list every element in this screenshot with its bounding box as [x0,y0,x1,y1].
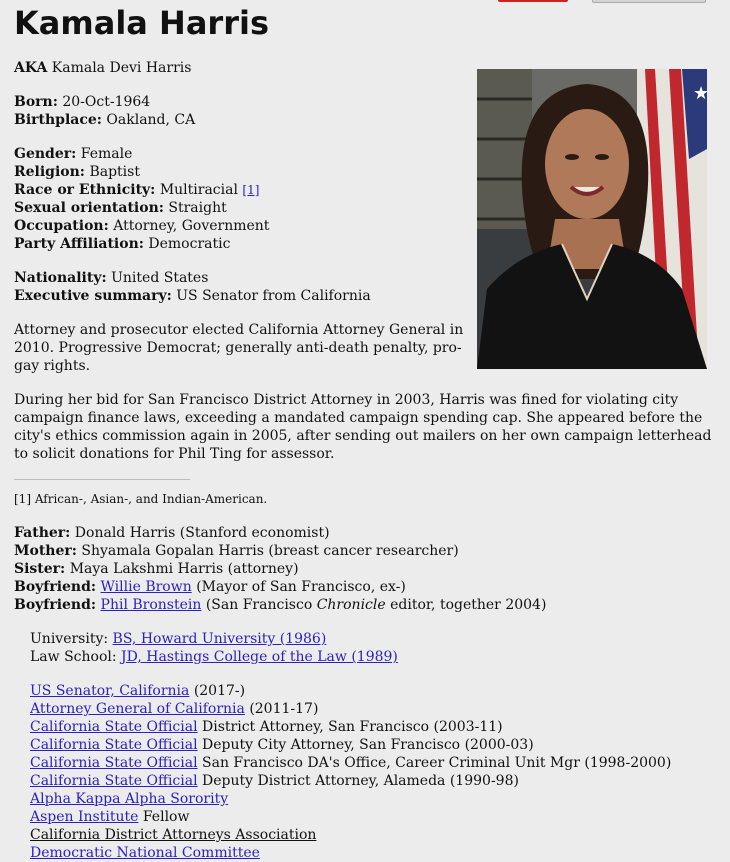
boyfriend-detail-pre: (San Francisco [205,597,317,613]
occupation-value: Attorney, Government [113,218,270,234]
position-link[interactable]: California State Official [30,773,198,789]
position-text: Deputy City Attorney, San Francisco (2000-03) [202,737,534,753]
org-link[interactable]: Democratic National Committee [30,845,260,861]
position-text: District Attorney, San Francisco (2003-11) [202,719,503,735]
position-text: (2017-) [193,683,246,699]
bio-paragraph-1: Attorney and prosecutor elected California Attorney General in 2010. Progressive Democrat; generally anti-death penalty, pro-gay rights. [14,322,464,374]
org-link[interactable]: California District Attorneys Association [30,827,317,843]
position-link[interactable]: Aspen Institute [30,809,139,825]
aka-block [14,59,714,77]
position-link[interactable]: Attorney General of California [30,701,245,717]
list-item [30,754,714,772]
boyfriend-label: Boyfriend: [14,597,97,613]
top-gray-button[interactable] [592,0,706,3]
list-item [30,718,714,736]
orientation-label: Sexual orientation: [14,200,164,216]
nationality-value: United States [111,270,209,286]
sister-detail: (attorney) [227,561,299,577]
profile-content [14,59,714,862]
exec-summary-value: US Senator from California [176,288,371,304]
religion-label: Religion: [14,164,85,180]
boyfriend-detail-em: Chronicle [316,597,386,613]
profile-block [14,145,714,253]
birthplace-label: Birthplace: [14,112,102,128]
list-item [30,700,714,718]
list-item [30,736,714,754]
exec-summary-label: Executive summary: [14,288,172,304]
mother-detail: (breast cancer researcher) [268,543,459,559]
mother-label: Mother: [14,543,77,559]
father-name: Donald Harris [74,525,176,541]
list-item [30,808,714,826]
mother-name: Shyamala Gopalan Harris [81,543,264,559]
birth-block [14,93,714,129]
list-item [30,826,714,844]
phil-bronstein-link[interactable]: Phil Bronstein [100,597,202,613]
position-link[interactable]: California State Official [30,719,198,735]
position-link[interactable]: Alpha Kappa Alpha Sorority [30,791,229,807]
sister-label: Sister: [14,561,66,577]
footnote-link[interactable]: [1] [242,183,260,197]
education-block [14,630,714,666]
position-link[interactable]: California State Official [30,737,198,753]
page-title: Kamala Harris [14,4,269,42]
party-value: Democratic [148,236,231,252]
list-item [30,682,714,700]
bio-paragraph-2: During her bid for San Francisco District Attorney in 2003, Harris was fined for violating city campaign finance laws, exceeding a mandated campaign spending cap. She appeared before the city's ethics commission again in 2005, after sending out mailers on her own campaign letterhead to solicit donations for Phil Ting for assessor. [14,392,712,462]
occupation-label: Occupation: [14,218,109,234]
position-link[interactable]: US Senator, California [30,683,190,699]
law-school-label: Law School: [30,649,117,665]
aka-value: Kamala Devi Harris [51,60,192,76]
position-text: San Francisco DA's Office, Career Criminal Unit Mgr (1998-2000) [202,755,672,771]
footnote-divider [14,479,190,480]
family-block [14,524,714,614]
party-label: Party Affiliation: [14,236,144,252]
born-value: 20-Oct-1964 [62,94,151,110]
positions-block [14,682,714,862]
list-item [30,844,714,862]
boyfriend-detail-post: editor, together 2004) [385,597,547,613]
gender-label: Gender: [14,146,77,162]
svg-text:★: ★ [693,83,710,104]
religion-value: Baptist [89,164,140,180]
orientation-value: Straight [168,200,227,216]
ethnicity-label: Race or Ethnicity: [14,182,156,198]
position-link[interactable]: California State Official [30,755,198,771]
boyfriend-detail: (Mayor of San Francisco, ex-) [196,579,406,595]
list-item [30,772,714,790]
boyfriend-label: Boyfriend: [14,579,97,595]
aka-label: AKA [14,60,48,76]
sister-name: Maya Lakshmi Harris [69,561,224,577]
top-red-button[interactable] [498,0,568,2]
position-text: (2011-17) [249,701,319,717]
summary-block [14,269,714,305]
birthplace-value: Oakland, CA [106,112,196,128]
law-school-link[interactable]: JD, Hastings College of the Law (1989) [121,649,398,665]
born-label: Born: [14,94,58,110]
father-detail: (Stanford economist) [179,525,330,541]
position-text: Deputy District Attorney, Alameda (1990-98) [202,773,519,789]
list-item [30,790,714,808]
footnote-text: [1] African-, Asian-, and Indian-American. [14,492,268,506]
father-label: Father: [14,525,71,541]
position-text: Fellow [142,809,190,825]
nationality-label: Nationality: [14,270,107,286]
ethnicity-value: Multiracial [159,182,238,198]
willie-brown-link[interactable]: Willie Brown [100,579,192,595]
university-label: University: [30,631,109,647]
university-link[interactable]: BS, Howard University (1986) [112,631,327,647]
gender-value: Female [80,146,133,162]
